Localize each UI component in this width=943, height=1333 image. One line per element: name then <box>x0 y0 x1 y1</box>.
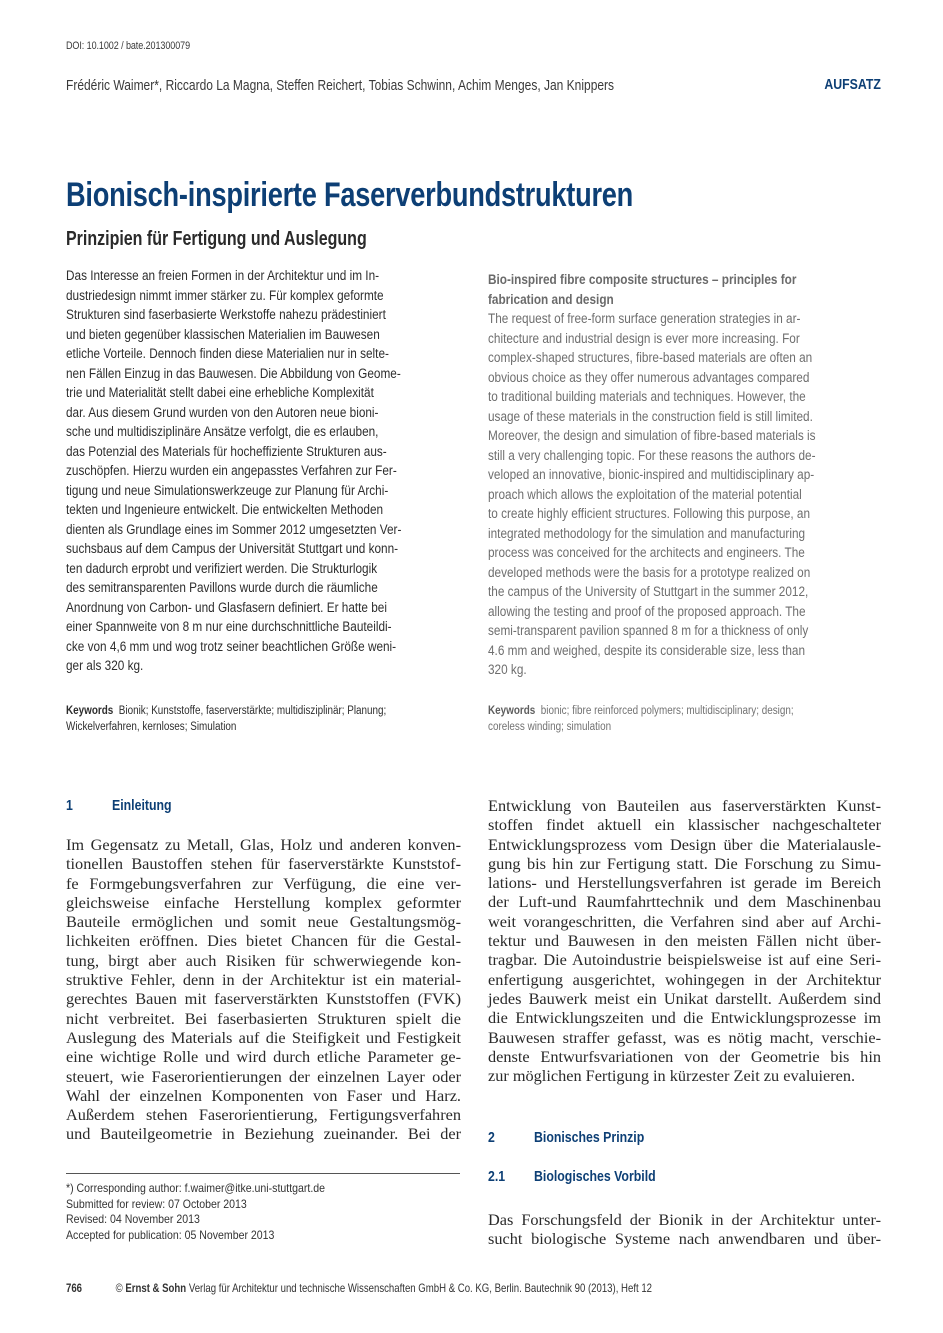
abstract-line: semi-transparent pavilion spanned 8 m for a thickness of only <box>488 623 809 638</box>
paragraph-line: tionellen Baustoffen stehen für faserverstärkte Kunststof- <box>66 854 461 874</box>
paragraph-line: Im Gegensatz zu Metall, Glas, Holz und anderen konven- <box>66 835 461 854</box>
abstract-line: das Potenzial des Materials für hocheffiziente Strukturen aus- <box>66 443 387 459</box>
abstract-line: etliche Vorteile. Dennoch finden diese Materialien nur in selte- <box>66 346 389 361</box>
paragraph-line: fe Formgebungsverfahren zur Verfügung, die eine ver- <box>66 873 461 893</box>
section-number: 2 <box>488 1130 495 1146</box>
abstract-line: veloped an innovative, bionic-inspired and multidisciplinary ap- <box>488 467 815 482</box>
footnote-divider <box>66 1173 460 1174</box>
paragraph-line: gung bis hin zur Fertigung statt. Die Forschung zu Simu- <box>488 853 881 873</box>
paragraph-line: gleichsweise einfache Herstellung komplex geformter <box>66 892 461 912</box>
paragraph-line: Bauteile ermöglichen und somit neue Gestaltungsmög- <box>66 912 461 932</box>
paragraph-line: Entwicklungsprozess vom Design über die Materialausle- <box>488 834 881 854</box>
paragraph-line: zur möglichen Fertigung in kürzester Zeit zu evaluieren. <box>488 1066 856 1086</box>
abstract-line: obvious choice as they offer numerous advantages compared <box>488 369 810 385</box>
abstract-title-line: fabrication and design <box>488 291 614 307</box>
abstract-line: proach which allows the exploitation of the material potential <box>488 486 802 502</box>
abstract-line: to create highly efficient structures. Following this purpose, an <box>488 506 811 521</box>
abstract-line: process was conceived for the architects and engineers. The <box>488 545 805 560</box>
abstract-line: tigung und neue Simulationswerkzeuge zur Planung für Archi- <box>66 482 389 498</box>
section-title: Bionisches Prinzip <box>534 1130 645 1146</box>
paragraph-line: enfertigung ausgerichtet, wohingegen in der Architektur <box>488 969 881 989</box>
abstract-line: cke von 4,6 mm und wog trotz seiner beachtlichen Größe weni- <box>66 638 397 654</box>
copyright-symbol: © <box>115 1281 123 1295</box>
keywords-german <box>66 703 438 735</box>
abstract-title-line: Bio-inspired fibre composite structures – principles for <box>488 272 797 287</box>
abstract-line: dustriedesign nimmt immer stärker zu. Für komplex geformte <box>66 287 384 303</box>
keywords-line <box>66 703 386 719</box>
doi-label: DOI: 10.1002 / bate.201300079 <box>66 40 191 52</box>
article-title: Bionisch-inspirierte Faserverbundstrukturen <box>66 176 634 214</box>
abstract-line: nen Fällen Einzug in das Bauwesen. Die Abbildung von Geome- <box>66 365 401 381</box>
abstract-line: The request of free-form surface generation strategies in ar- <box>488 311 801 326</box>
paragraph-line: Bauwesen straffer gefasst, was es nötig macht, verschie- <box>488 1027 881 1047</box>
abstract-line: suchsbaus auf dem Campus der Universität Stuttgart und konn- <box>66 541 399 556</box>
keywords-label: Keywords <box>66 705 114 717</box>
paragraph-line: eine wichtige Rolle und wird durch etliche Parameter ge- <box>66 1047 461 1067</box>
abstract-line: dienten als Grundlage eines im Sommer 2012 umgesetzten Ver- <box>66 521 402 537</box>
abstract-line: des semitransparenten Pavillons wurde durch die räumliche <box>66 580 378 595</box>
keywords-text: coreless winding; simulation <box>488 721 612 733</box>
section-number: 2.1 <box>488 1169 506 1185</box>
abstract-line: Moreover, the design and simulation of fibre-based materials is <box>488 428 816 443</box>
paragraph-line: stoffen findet aktuell ein klassischer nachgeschalteter <box>488 815 881 835</box>
paragraph-line: lations- und Herstellungsverfahren ist gerade im Bereich <box>488 873 881 893</box>
section-tag: AUFSATZ <box>824 76 881 93</box>
body-text-right-column-section-2-1 <box>488 1210 881 1249</box>
footnote-line: *) Corresponding author: f.waimer@itke.uni-stuttgart.de <box>66 1181 326 1195</box>
section-heading-1 <box>66 798 182 814</box>
paragraph-line: nicht verbreitet. Bei faserbasierten Strukturen spielt die <box>66 1008 461 1028</box>
publisher-name: Ernst & Sohn <box>125 1281 187 1295</box>
abstract-line: sche und multidisziplinäre Ansätze verfolgt, die es erlauben, <box>66 424 379 439</box>
footnote-line: Revised: 04 November 2013 <box>66 1212 200 1227</box>
section-title: Biologisches Vorbild <box>534 1169 656 1185</box>
abstract-line: zuschöpfen. Hierzu wurden ein angepasstes Verfahren zur Fer- <box>66 463 397 478</box>
paragraph-line: tektur und Bauwesen in den meisten Fällen nicht über- <box>488 931 881 951</box>
paragraph-line: Das Forschungsfeld der Bionik in der Architektur unter- <box>488 1210 881 1229</box>
abstract-line: to traditional building materials and techniques. However, the <box>488 389 806 404</box>
body-text-right-column <box>488 796 881 1085</box>
footnote-line: Accepted for publication: 05 November 2013 <box>66 1228 275 1243</box>
paragraph-line: Außerdem stehen Faserorientierung, Fertigungsverfahren <box>66 1105 461 1125</box>
paragraph-line: sucht biologische Systeme nach anwendbaren und über- <box>488 1229 881 1249</box>
article-subtitle: Prinzipien für Fertigung und Auslegung <box>66 228 367 250</box>
abstract-line: developed methods were the basis for a prototype realized on <box>488 564 811 580</box>
abstract-line: 4.6 mm and weighed, despite its considerable size, less than <box>488 642 806 658</box>
abstract-line: the campus of the University of Stuttgart in the summer 2012, <box>488 584 809 599</box>
page-footer <box>66 1281 652 1295</box>
section-heading-2-1 <box>488 1169 677 1185</box>
keywords-label: Keywords <box>488 705 536 717</box>
abstract-line: Strukturen sind faserbasierte Werkstoffe nahezu prädestiniert <box>66 307 386 322</box>
abstract-line: 320 kg. <box>488 662 527 677</box>
abstract-line: complex-shaped structures, fibre-based materials are often an <box>488 350 813 365</box>
paragraph-line: lichkeiten eröffnen. Dies bietet Chancen für die Gestal- <box>66 931 461 951</box>
footnotes <box>66 1181 360 1244</box>
paragraph-line: die Entwicklungszeiten und die Entwicklungsprozesse im <box>488 1008 881 1028</box>
author-list: Frédéric Waimer*, Riccardo La Magna, Steffen Reichert, Tobias Schwinn, Achim Menges, Jan Knippers <box>66 77 615 94</box>
paragraph-line: Wahl der einzelnen Komponenten von Faser und Harz. <box>66 1085 461 1105</box>
keywords-line <box>66 719 386 735</box>
abstract-line: chitecture and industrial design is ever more increasing. For <box>488 330 800 346</box>
abstract-line: Das Interesse an freien Formen in der Architektur und im In- <box>66 268 380 283</box>
paragraph-line: tragbar. Die Autoindustrie beispielsweise ist auf eine Seri- <box>488 950 881 970</box>
paragraph-line: steuert, wie Faserorientierungen der einzelnen Layer oder <box>66 1066 461 1086</box>
paragraph-line: struktive Fehler, denn in der Architektur ist ein material- <box>66 970 461 990</box>
paragraph-line: Entwicklung von Bauteilen aus faserverstärkten Kunst- <box>488 796 881 815</box>
abstract-line: allowing the testing and proof of the proposed approach. The <box>488 603 806 619</box>
abstract-line: und bieten gegenüber klassischen Materialien im Bauwesen <box>66 326 380 342</box>
body-text-left-column <box>66 835 461 1144</box>
publisher-info: Verlag für Architektur und technische Wissenschaften GmbH & Co. KG, Berlin. Bautechnik 90 (2013), Heft 12 <box>188 1281 652 1295</box>
abstract-line: einer Spannweite von 8 m nur eine durchschnittliche Bauteildi- <box>66 619 392 634</box>
footnote-line: Submitted for review: 07 October 2013 <box>66 1196 247 1211</box>
abstract-line: trie und Materialität stellt dabei eine erhebliche Komplexität <box>66 385 374 400</box>
abstract-line: still a very challenging topic. For these reasons the authors de- <box>488 447 816 463</box>
abstract-line: integrated methodology for the simulation and manufacturing <box>488 525 806 541</box>
paragraph-line: und Bauteilgeometrie in Beziehung zueinander. Bei der <box>66 1124 461 1144</box>
abstract-line: Anordnung von Carbon- und Glasfasern definiert. Er hatte bei <box>66 599 387 615</box>
keywords-line <box>488 719 794 735</box>
keywords-line <box>488 703 794 719</box>
keywords-text: Bionik; Kunststoffe, faserverstärkte; multidisziplinär; Planung; <box>118 705 387 717</box>
paragraph-line: Auslegung des Materials auf die Steifigkeit und Festigkeit <box>66 1027 461 1047</box>
abstract-line: dar. Aus diesem Grund wurden von den Autoren neue bioni- <box>66 404 379 420</box>
paragraph-line: weit vorangeschritten, die Verfahren sind aber auf Archi- <box>488 911 881 931</box>
paragraph-line: jedes Bauwerk meist ein Unikat darstellt. Außerdem sind <box>488 988 881 1008</box>
abstract-line: ger als 320 kg. <box>66 658 144 673</box>
section-number: 1 <box>66 798 73 814</box>
keywords-english <box>488 703 843 735</box>
keywords-text: bionic; fibre reinforced polymers; multidisciplinary; design; <box>540 705 794 717</box>
paragraph-line: gerechtes Bauen mit faserverstärkten Kunststoffen (FVK) <box>66 989 461 1009</box>
abstract-line: usage of these materials in the construction field is still limited. <box>488 408 813 424</box>
paragraph-line: der Luft-und Raumfahrttechnik und dem Maschinenbau <box>488 892 881 912</box>
paragraph-line: tung, birgt aber auch Risiken für schwerwiegende kon- <box>66 950 461 970</box>
page-number: 766 <box>66 1281 83 1295</box>
abstract-line: tekten und Ingenieure entwickelt. Die entwickelten Methoden <box>66 502 384 517</box>
abstract-line: ten dadurch erprobt und verifiziert werden. Die Strukturlogik <box>66 560 378 576</box>
paragraph-line: denste Entwurfsvariationen von der Geometrie bis hin <box>488 1046 881 1066</box>
section-title: Einleitung <box>112 798 172 814</box>
section-heading-2 <box>488 1130 664 1146</box>
keywords-text: Wickelverfahren, kernloses; Simulation <box>66 721 237 733</box>
abstract-german <box>66 266 470 676</box>
abstract-english <box>488 270 908 680</box>
